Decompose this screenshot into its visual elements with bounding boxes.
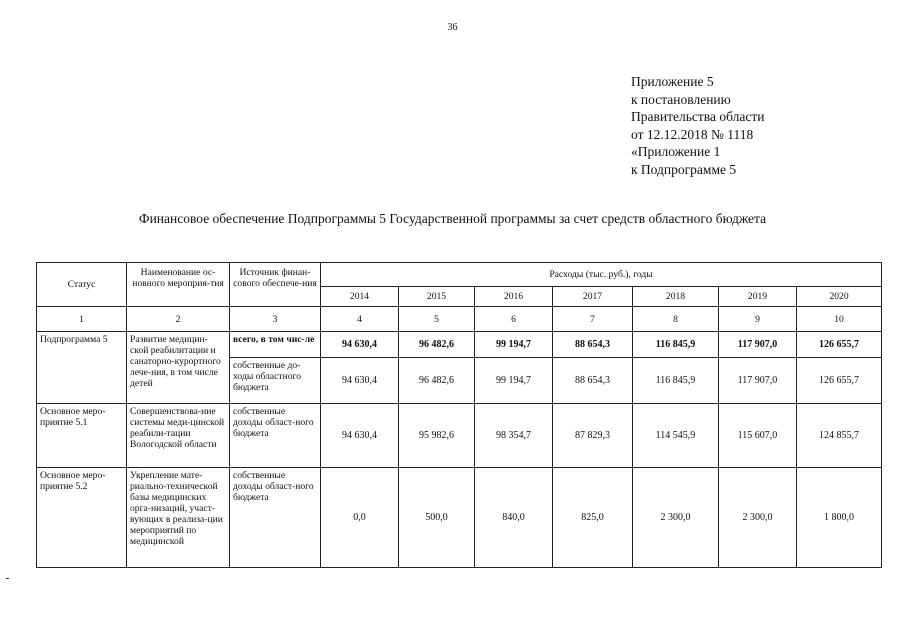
financing-table-wrapper xyxy=(36,262,881,568)
value-cell: 94 630,4 xyxy=(321,332,399,358)
header-year: 2017 xyxy=(553,287,633,307)
column-number-row xyxy=(37,307,882,332)
annex-line: «Приложение 1 xyxy=(631,144,721,160)
header-year: 2018 xyxy=(633,287,719,307)
column-number: 4 xyxy=(321,307,399,332)
annex-line: Правительства области xyxy=(631,109,765,125)
value-cell: 115 607,0 xyxy=(719,404,797,468)
header-status: Статус xyxy=(37,263,127,307)
value-cell: 99 194,7 xyxy=(475,358,553,404)
value-cell: 2 300,0 xyxy=(719,468,797,568)
value-cell: 88 654,3 xyxy=(553,358,633,404)
value-cell: 96 482,6 xyxy=(399,332,475,358)
value-cell: 117 907,0 xyxy=(719,332,797,358)
value-cell: 840,0 xyxy=(475,468,553,568)
value-cell: 2 300,0 xyxy=(633,468,719,568)
value-cell: 96 482,6 xyxy=(399,358,475,404)
table-row xyxy=(37,468,882,568)
value-cell: 500,0 xyxy=(399,468,475,568)
header-year: 2019 xyxy=(719,287,797,307)
value-cell: 88 654,3 xyxy=(553,332,633,358)
header-expenses: Расходы (тыс. руб.), годы xyxy=(321,263,882,287)
value-cell: 98 354,7 xyxy=(475,404,553,468)
table-row xyxy=(37,332,882,358)
value-cell: 124 855,7 xyxy=(797,404,882,468)
value-cell: 825,0 xyxy=(553,468,633,568)
column-number: 7 xyxy=(553,307,633,332)
annex-line: Приложение 5 xyxy=(631,74,714,89)
header-source: Источник финан-сового обеспече-ния xyxy=(230,263,321,307)
page-number: 36 xyxy=(447,22,458,33)
row-source: собственные до-ходы областного бюджета xyxy=(230,358,321,404)
row-name: Развитие медицин-ской реабилитации и санаторно-курортного лече-ния, в том числе детей xyxy=(127,332,230,404)
value-cell: 126 655,7 xyxy=(797,332,882,358)
value-cell: 117 907,0 xyxy=(719,358,797,404)
annex-line: к Подпрограмме 5 xyxy=(631,161,737,177)
column-number: 9 xyxy=(719,307,797,332)
value-cell: 114 545,9 xyxy=(633,404,719,468)
annex-line: к постановлению xyxy=(631,91,731,107)
column-number: 2 xyxy=(127,307,230,332)
table-row xyxy=(37,404,882,468)
row-name: Совершенствова-ние системы меди-цинской реабили-тации Вологодской области xyxy=(127,404,230,468)
header-year: 2015 xyxy=(399,287,475,307)
value-cell: 0,0 xyxy=(321,468,399,568)
value-cell: 116 845,9 xyxy=(633,332,719,358)
annex-line: от 12.12.2018 № 1118 xyxy=(631,126,754,142)
margin-mark xyxy=(6,578,9,579)
value-cell: 94 630,4 xyxy=(321,358,399,404)
header-name: Наименование ос-новного мероприя-тия xyxy=(127,263,230,307)
financing-table xyxy=(36,262,882,568)
column-number: 1 xyxy=(37,307,127,332)
row-source: собственные доходы област-ного бюджета xyxy=(230,404,321,468)
header-year: 2020 xyxy=(797,287,882,307)
value-cell: 87 829,3 xyxy=(553,404,633,468)
value-cell: 95 982,6 xyxy=(399,404,475,468)
document-title: Финансовое обеспечение Подпрограммы 5 Государственной программы за счет средств областного бюджета xyxy=(138,211,767,226)
row-name: Укрепление мате-риально-технической базы медицинских орга-низаций, участ-вующих в реализа-ции мероприятий по медицинской xyxy=(127,468,230,568)
row-source: всего, в том чис-ле xyxy=(230,332,321,358)
column-number: 8 xyxy=(633,307,719,332)
annex-block xyxy=(631,73,764,179)
row-source: собственные доходы област-ного бюджета xyxy=(230,468,321,568)
row-status: Подпрограмма 5 xyxy=(37,332,127,404)
value-cell: 1 800,0 xyxy=(797,468,882,568)
column-number: 3 xyxy=(230,307,321,332)
column-number: 6 xyxy=(475,307,553,332)
header-year: 2016 xyxy=(475,287,553,307)
column-number: 10 xyxy=(797,307,882,332)
header-year: 2014 xyxy=(321,287,399,307)
value-cell: 99 194,7 xyxy=(475,332,553,358)
row-status: Основное меро-приятие 5.2 xyxy=(37,468,127,568)
value-cell: 94 630,4 xyxy=(321,404,399,468)
row-status: Основное меро-приятие 5.1 xyxy=(37,404,127,468)
value-cell: 116 845,9 xyxy=(633,358,719,404)
value-cell: 126 655,7 xyxy=(797,358,882,404)
column-number: 5 xyxy=(399,307,475,332)
